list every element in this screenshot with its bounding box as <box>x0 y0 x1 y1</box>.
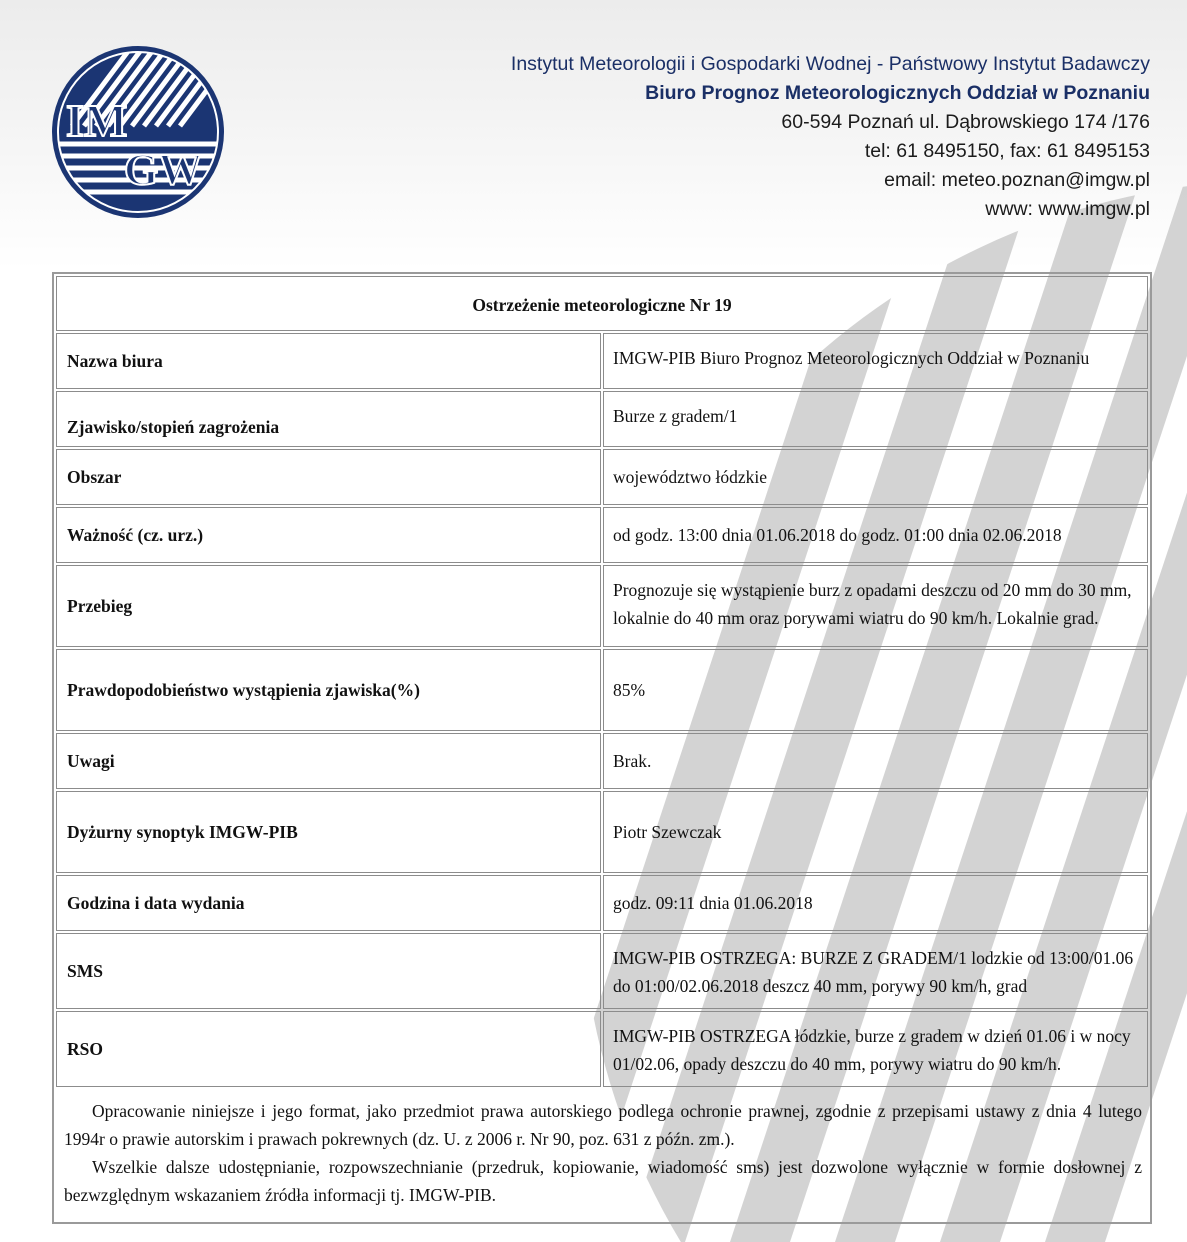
row-label: Uwagi <box>56 733 601 789</box>
row-label: SMS <box>56 933 601 1009</box>
copyright-notice <box>64 1097 1142 1209</box>
row-value: 85% <box>603 649 1148 731</box>
row-value: IMGW-PIB OSTRZEGA: BURZE Z GRADEM/1 lodzkie od 13:00/01.06 do 01:00/02.06.2018 deszcz 40 mm, porywy 90 km/h, grad <box>603 933 1148 1009</box>
row-label: Zjawisko/stopień zagrożenia <box>56 391 601 447</box>
row-label: Dyżurny synoptyk IMGW-PIB <box>56 791 601 873</box>
copyright-paragraph: Opracowanie niniejsze i jego format, jako przedmiot prawa autorskiego podlega ochronie prawnej, zgodnie z przepisami ustawy z dnia 4 lutego 1994r o prawie autorskim i prawach pokrewnych (dz. U. z 2006 r. Nr 90, poz. 631 z późn. zm.). <box>64 1101 1142 1149</box>
logo-text-bottom: GW <box>124 145 203 194</box>
header-phone: tel: 61 8495150, fax: 61 8495153 <box>864 140 1150 162</box>
warning-document <box>52 272 1152 1224</box>
row-value: województwo łódzkie <box>603 449 1148 505</box>
row-label: Ważność (cz. urz.) <box>56 507 601 563</box>
warning-title: Ostrzeżenie meteorologiczne Nr 19 <box>56 276 1148 331</box>
header-institute: Instytut Meteorologii i Gospodarki Wodnej - Państwowy Instytut Badawczy <box>510 53 1150 75</box>
row-value: Burze z gradem/1 <box>603 391 1148 447</box>
header-website[interactable]: www: www.imgw.pl <box>985 198 1150 220</box>
header-address: 60-594 Poznań ul. Dąbrowskiego 174 /176 <box>781 111 1150 133</box>
row-label: RSO <box>56 1011 601 1087</box>
row-value: Brak. <box>603 733 1148 789</box>
row-value: IMGW-PIB Biuro Prognoz Meteorologicznych Oddział w Poznaniu <box>603 333 1148 389</box>
row-value: Piotr Szewczak <box>603 791 1148 873</box>
logo-text-top: IM <box>66 95 128 146</box>
row-label: Prawdopodobieństwo wystąpienia zjawiska(%) <box>56 649 601 731</box>
distribution-paragraph: Wszelkie dalsze udostępnianie, rozpowszechnianie (przedruk, kopiowanie, wiadomość sms) jest dozwolone wyłącznie w formie dosłownej z bezwzględnym wskazaniem źródła informacji tj. IMGW-PIB. <box>64 1157 1142 1205</box>
warning-table <box>54 274 1150 1089</box>
row-label: Nazwa biura <box>56 333 601 389</box>
row-label: Obszar <box>56 449 601 505</box>
row-label: Przebieg <box>56 565 601 647</box>
row-value: od godz. 13:00 dnia 01.06.2018 do godz. 01:00 dnia 02.06.2018 <box>603 507 1148 563</box>
header-email[interactable]: email: meteo.poznan@imgw.pl <box>884 169 1150 191</box>
imgw-logo <box>52 46 224 218</box>
row-label: Godzina i data wydania <box>56 875 601 931</box>
row-value: godz. 09:11 dnia 01.06.2018 <box>603 875 1148 931</box>
header-office: Biuro Prognoz Meteorologicznych Oddział w Poznaniu <box>645 82 1150 104</box>
institution-header <box>511 50 1150 224</box>
row-value: IMGW-PIB OSTRZEGA łódzkie, burze z gradem w dzień 01.06 i w nocy 01/02.06, opady deszczu do 40 mm, porywy wiatru do 90 km/h. <box>603 1011 1148 1087</box>
row-value: Prognozuje się wystąpienie burz z opadami deszczu od 20 mm do 30 mm, lokalnie do 40 mm oraz porywami wiatru do 90 km/h. Lokalnie grad. <box>603 565 1148 647</box>
